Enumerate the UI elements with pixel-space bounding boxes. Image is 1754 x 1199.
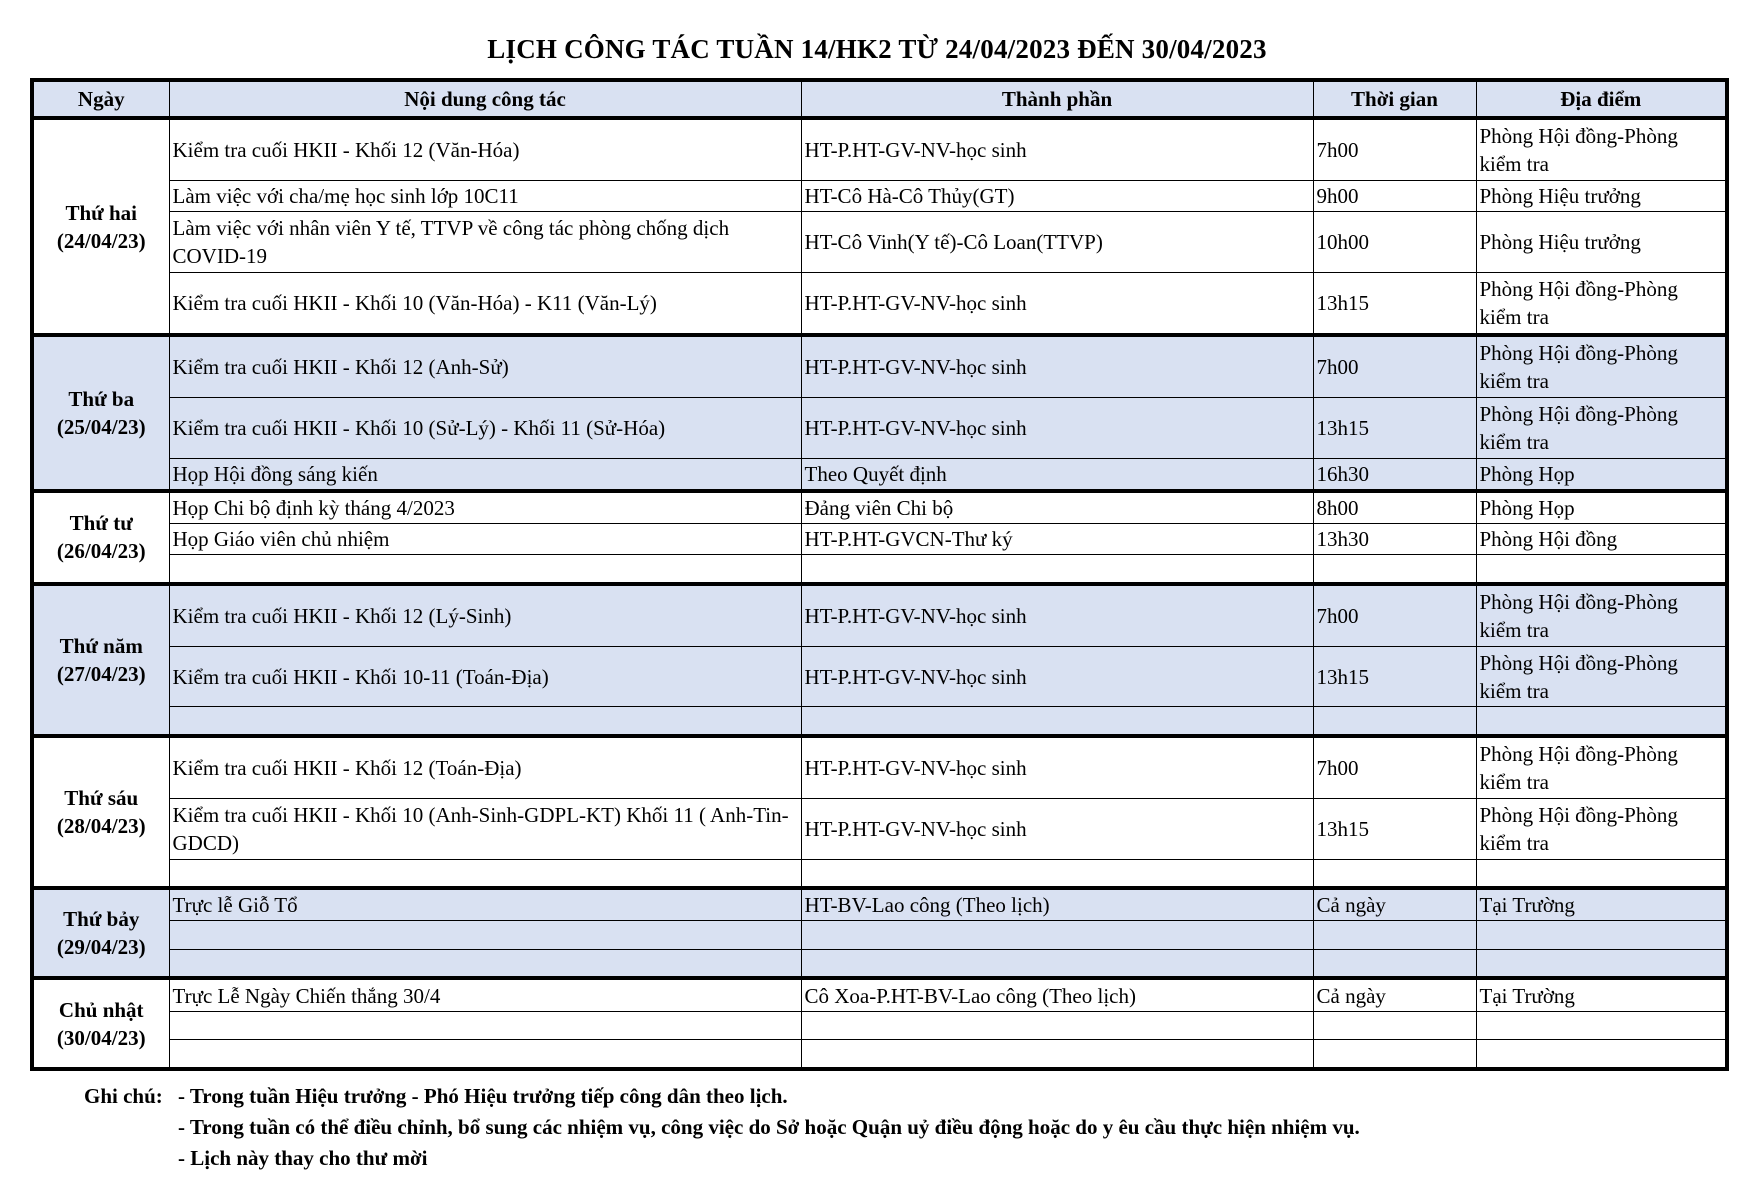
schedule-body	[32, 118, 1727, 1069]
content-cell	[169, 921, 801, 950]
table-row	[32, 491, 1727, 524]
members-cell: HT-P.HT-GV-NV-học sinh	[801, 736, 1313, 799]
members-cell: HT-P.HT-GVCN-Thư ký	[801, 524, 1313, 555]
day-name: Thứ hai	[65, 200, 138, 225]
place-cell: Phòng Hội đồng-Phòng kiểm tra	[1476, 646, 1727, 707]
content-cell: Trực lễ Giỗ Tổ	[169, 888, 801, 921]
place-cell: Phòng Hội đồng-Phòng kiểm tra	[1476, 335, 1727, 398]
place-cell: Phòng Hội đồng-Phòng kiểm tra	[1476, 736, 1727, 799]
content-cell: Làm việc với cha/mẹ học sinh lớp 10C11	[169, 181, 801, 212]
content-cell: Kiểm tra cuối HKII - Khối 10 (Sử-Lý) - Khối 11 (Sử-Hóa)	[169, 398, 801, 459]
time-cell: 13h30	[1313, 524, 1476, 555]
content-cell	[169, 1011, 801, 1040]
table-row	[32, 555, 1727, 584]
members-cell: HT-P.HT-GV-NV-học sinh	[801, 398, 1313, 459]
members-cell: HT-P.HT-GV-NV-học sinh	[801, 646, 1313, 707]
time-cell: 16h30	[1313, 458, 1476, 491]
place-cell	[1476, 555, 1727, 584]
header-time: Thời gian	[1313, 80, 1476, 118]
members-cell: Cô Xoa-P.HT-BV-Lao công (Theo lịch)	[801, 978, 1313, 1011]
header-place: Địa điểm	[1476, 80, 1727, 118]
content-cell	[169, 950, 801, 979]
members-cell	[801, 1011, 1313, 1040]
content-cell: Làm việc với nhân viên Y tế, TTVP về công tác phòng chống dịch COVID-19	[169, 212, 801, 273]
content-cell	[169, 859, 801, 888]
place-cell: Phòng Họp	[1476, 458, 1727, 491]
day-cell	[32, 491, 169, 583]
place-cell	[1476, 950, 1727, 979]
content-cell: Kiểm tra cuối HKII - Khối 12 (Văn-Hóa)	[169, 118, 801, 181]
day-cell	[32, 978, 169, 1069]
table-row	[32, 798, 1727, 859]
table-row	[32, 1040, 1727, 1069]
place-cell: Tại Trường	[1476, 978, 1727, 1011]
time-cell: 10h00	[1313, 212, 1476, 273]
members-cell	[801, 555, 1313, 584]
members-cell: HT-P.HT-GV-NV-học sinh	[801, 335, 1313, 398]
place-cell	[1476, 859, 1727, 888]
members-cell	[801, 950, 1313, 979]
table-row	[32, 736, 1727, 799]
header-day: Ngày	[32, 80, 169, 118]
table-row	[32, 646, 1727, 707]
members-cell: Theo Quyết định	[801, 458, 1313, 491]
content-cell: Kiểm tra cuối HKII - Khối 12 (Toán-Địa)	[169, 736, 801, 799]
content-cell: Kiểm tra cuối HKII - Khối 10 (Anh-Sinh-GDPL-KT) Khối 11 ( Anh-Tin-GDCD)	[169, 798, 801, 859]
table-row	[32, 707, 1727, 736]
place-cell	[1476, 707, 1727, 736]
place-cell	[1476, 1011, 1727, 1040]
page-title: LỊCH CÔNG TÁC TUẦN 14/HK2 TỪ 24/04/2023 ĐẾN 30/04/2023	[487, 34, 1267, 64]
notes-label: Ghi chú:	[84, 1084, 163, 1108]
content-cell	[169, 1040, 801, 1069]
time-cell: 9h00	[1313, 181, 1476, 212]
schedule-table	[30, 78, 1729, 1071]
time-cell: Cả ngày	[1313, 978, 1476, 1011]
day-cell	[32, 584, 169, 736]
table-row	[32, 524, 1727, 555]
content-cell: Trực Lễ Ngày Chiến thắng 30/4	[169, 978, 801, 1011]
table-row	[32, 1011, 1727, 1040]
place-cell: Tại Trường	[1476, 888, 1727, 921]
note-line: - Lịch này thay cho thư mời	[178, 1146, 428, 1170]
members-cell: HT-P.HT-GV-NV-học sinh	[801, 798, 1313, 859]
members-cell: HT-P.HT-GV-NV-học sinh	[801, 118, 1313, 181]
members-cell	[801, 921, 1313, 950]
time-cell	[1313, 1040, 1476, 1069]
table-row	[32, 118, 1727, 181]
time-cell: 7h00	[1313, 736, 1476, 799]
place-cell: Phòng Họp	[1476, 491, 1727, 524]
day-date: (29/04/23)	[56, 935, 146, 960]
time-cell: 13h15	[1313, 798, 1476, 859]
day-cell	[32, 888, 169, 978]
place-cell: Phòng Hiệu trưởng	[1476, 181, 1727, 212]
time-cell	[1313, 707, 1476, 736]
time-cell: 7h00	[1313, 335, 1476, 398]
header-content: Nội dung công tác	[169, 80, 801, 118]
note-line: - Trong tuần có thể điều chỉnh, bổ sung các nhiệm vụ, công việc do Sở hoặc Quận uỷ điều động hoặc do y êu cầu thực hiện nhiệm vụ.	[178, 1115, 1360, 1139]
place-cell: Phòng Hiệu trưởng	[1476, 212, 1727, 273]
table-row	[32, 584, 1727, 647]
content-cell: Kiểm tra cuối HKII - Khối 10 (Văn-Hóa) - K11 (Văn-Lý)	[169, 272, 801, 335]
table-row	[32, 212, 1727, 273]
content-cell: Họp Hội đồng sáng kiến	[169, 458, 801, 491]
place-cell: Phòng Hội đồng	[1476, 524, 1727, 555]
table-row	[32, 458, 1727, 491]
time-cell	[1313, 859, 1476, 888]
day-cell	[32, 335, 169, 491]
members-cell: HT-Cô Hà-Cô Thủy(GT)	[801, 181, 1313, 212]
content-cell: Họp Giáo viên chủ nhiệm	[169, 524, 801, 555]
table-row	[32, 181, 1727, 212]
table-row	[32, 978, 1727, 1011]
table-row	[32, 921, 1727, 950]
note-line: - Trong tuần Hiệu trưởng - Phó Hiệu trưởng tiếp công dân theo lịch.	[178, 1084, 788, 1108]
time-cell	[1313, 1011, 1476, 1040]
content-cell	[169, 555, 801, 584]
place-cell: Phòng Hội đồng-Phòng kiểm tra	[1476, 272, 1727, 335]
time-cell: 7h00	[1313, 584, 1476, 647]
day-date: (25/04/23)	[56, 415, 146, 440]
members-cell	[801, 707, 1313, 736]
place-cell: Phòng Hội đồng-Phòng kiểm tra	[1476, 118, 1727, 181]
place-cell	[1476, 921, 1727, 950]
day-date: (27/04/23)	[56, 661, 146, 686]
time-cell: 8h00	[1313, 491, 1476, 524]
time-cell: 13h15	[1313, 646, 1476, 707]
day-cell	[32, 736, 169, 888]
day-name: Thứ bảy	[63, 907, 140, 932]
table-row	[32, 888, 1727, 921]
time-cell: 13h15	[1313, 398, 1476, 459]
day-date: (24/04/23)	[56, 228, 146, 253]
place-cell: Phòng Hội đồng-Phòng kiểm tra	[1476, 798, 1727, 859]
day-cell	[32, 118, 169, 335]
place-cell: Phòng Hội đồng-Phòng kiểm tra	[1476, 398, 1727, 459]
content-cell: Họp Chi bộ định kỳ tháng 4/2023	[169, 491, 801, 524]
table-row	[32, 950, 1727, 979]
table-row	[32, 335, 1727, 398]
day-date: (28/04/23)	[56, 814, 146, 838]
time-cell: Cả ngày	[1313, 888, 1476, 921]
time-cell	[1313, 950, 1476, 979]
members-cell: HT-P.HT-GV-NV-học sinh	[801, 272, 1313, 335]
table-row	[32, 859, 1727, 888]
day-name: Thứ năm	[59, 633, 143, 658]
time-cell: 7h00	[1313, 118, 1476, 181]
time-cell	[1313, 921, 1476, 950]
header-members: Thành phần	[801, 80, 1313, 118]
time-cell: 13h15	[1313, 272, 1476, 335]
content-cell: Kiểm tra cuối HKII - Khối 12 (Anh-Sử)	[169, 335, 801, 398]
day-date: (26/04/23)	[56, 539, 146, 564]
table-row	[32, 398, 1727, 459]
members-cell: HT-BV-Lao công (Theo lịch)	[801, 888, 1313, 921]
place-cell: Phòng Hội đồng-Phòng kiểm tra	[1476, 584, 1727, 647]
content-cell: Kiểm tra cuối HKII - Khối 10-11 (Toán-Địa)	[169, 646, 801, 707]
table-row	[32, 272, 1727, 335]
members-cell: HT-P.HT-GV-NV-học sinh	[801, 584, 1313, 647]
members-cell	[801, 1040, 1313, 1069]
day-date: (30/04/23)	[56, 1025, 146, 1050]
content-cell: Kiểm tra cuối HKII - Khối 12 (Lý-Sinh)	[169, 584, 801, 647]
day-name: Chủ nhật	[58, 997, 144, 1022]
members-cell: HT-Cô Vinh(Y tế)-Cô Loan(TTVP)	[801, 212, 1313, 273]
day-name: Thứ sáu	[64, 786, 139, 810]
time-cell	[1313, 555, 1476, 584]
place-cell	[1476, 1040, 1727, 1069]
members-cell: Đảng viên Chi bộ	[801, 491, 1313, 524]
day-name: Thứ tư	[69, 511, 133, 536]
header-row	[32, 80, 1727, 118]
content-cell	[169, 707, 801, 736]
members-cell	[801, 859, 1313, 888]
day-name: Thứ ba	[68, 387, 135, 412]
